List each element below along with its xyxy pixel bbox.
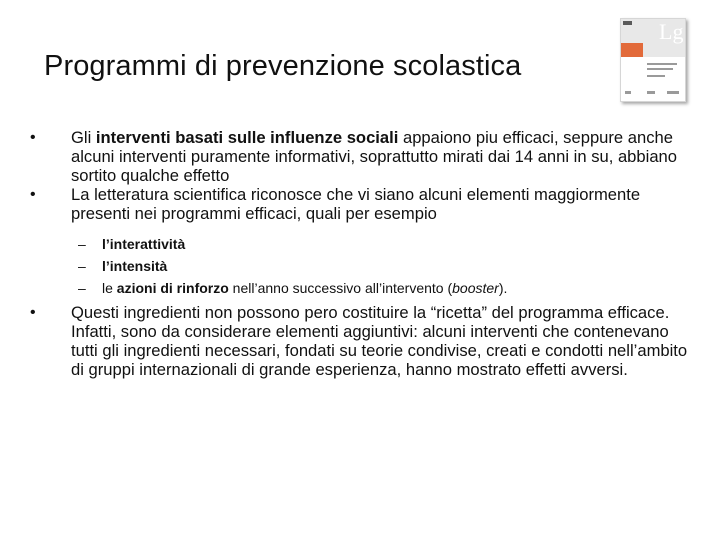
bullet-text: La letteratura scientifica riconosce che vi siano alcuni elementi maggiormente presenti nei programmi efficaci, quali per esempio — [71, 185, 641, 223]
cover-footer-mark — [667, 91, 679, 94]
sub-bullet-emphasis: l’intensità — [102, 258, 168, 274]
cover-text-line — [647, 63, 677, 65]
bullet-text: Questi ingredienti non possono pero costituire la “ricetta” del programma efficace. Infatti, sono da considerare elementi aggiuntivi: alcuni interventi che contenevano tutti gli ingredienti necessari, fondati su teorie condivise, creati e condotti nell’ambito di gruppi internazionali di grande esperienza, hanno mostrato effetti avversi. — [71, 303, 688, 379]
sub-bullet-italic: booster — [452, 280, 499, 296]
sub-bullet-item — [30, 233, 690, 255]
cover-logo-mark: Lg — [659, 19, 684, 44]
dash-glyph: – — [78, 258, 86, 274]
dash-glyph: – — [78, 280, 86, 296]
cover-text-line — [647, 68, 673, 70]
dash-glyph: – — [78, 236, 86, 252]
sub-bullet-emphasis: l’interattività — [102, 236, 186, 252]
sub-bullet-text: nell’anno successivo all’intervento ( — [228, 280, 453, 296]
slide-body — [30, 128, 690, 379]
cover-tag — [623, 21, 632, 25]
cover-footer-mark — [625, 91, 631, 94]
bullet-item — [30, 128, 690, 185]
cover-text-line — [647, 75, 665, 77]
slide-title: Programmi di prevenzione scolastica — [44, 50, 522, 82]
cover-footer-mark — [647, 91, 655, 94]
cover-accent-band — [621, 43, 643, 57]
bullet-glyph: • — [30, 304, 36, 321]
bullet-glyph: • — [30, 186, 36, 203]
sub-bullet-text: ). — [498, 280, 508, 296]
bullet-text: appaiono piu efficaci, seppure anche alcuni interventi puramente informativi, soprattutto mirati dai 14 anni in su, abbiano sortito qualche effetto — [71, 128, 678, 185]
bullet-emphasis: interventi basati sulle influenze sociali — [95, 128, 399, 147]
sub-bullet-emphasis: azioni di rinforzo — [116, 280, 229, 296]
bullet-item — [30, 185, 690, 223]
bullet-item — [30, 303, 690, 379]
sub-bullet-item — [30, 255, 690, 277]
sub-bullet-text: le — [102, 280, 117, 296]
document-cover-thumbnail — [620, 18, 686, 102]
bullet-text: Gli — [71, 128, 96, 147]
sub-bullet-item — [30, 277, 690, 299]
bullet-glyph: • — [30, 129, 36, 146]
